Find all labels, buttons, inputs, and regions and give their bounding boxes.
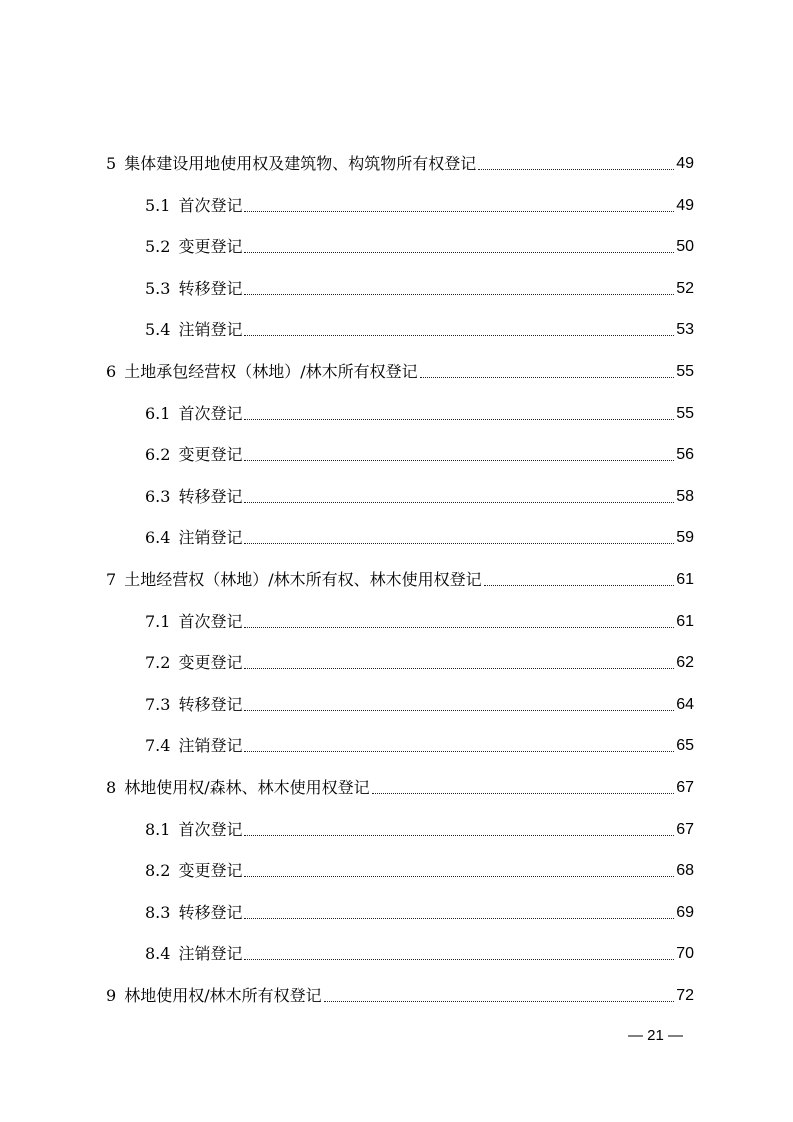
- toc-section-entry[interactable]: [145, 812, 694, 840]
- toc-entry-number: 6.2: [145, 445, 171, 465]
- toc-dot-leader: [478, 169, 674, 170]
- toc-entry-number: 5: [106, 154, 117, 173]
- toc-dot-leader: [372, 793, 675, 794]
- toc-section-entry[interactable]: [145, 229, 694, 257]
- toc-entry-number: 8.3: [145, 902, 171, 922]
- toc-entry-title: 转移登记: [178, 278, 243, 298]
- toc-entry-page: 58: [676, 487, 694, 505]
- toc-entry-number: 7: [106, 570, 117, 589]
- toc-entry-page: 56: [676, 446, 694, 464]
- toc-chapter-entry[interactable]: [106, 146, 694, 174]
- toc-section-entry[interactable]: [145, 895, 694, 923]
- toc-dot-leader: [244, 543, 674, 544]
- toc-entry-page: 52: [676, 279, 694, 297]
- toc-dot-leader: [244, 627, 674, 628]
- toc-chapter-entry[interactable]: [106, 562, 694, 590]
- toc-entry-title: 变更登记: [178, 237, 243, 257]
- toc-entry-page: 53: [676, 321, 694, 339]
- toc-dot-leader: [244, 335, 674, 336]
- toc-entry-number: 9: [106, 986, 117, 1005]
- toc-dot-leader: [244, 835, 674, 836]
- toc-entry-page: 72: [676, 987, 694, 1004]
- toc-dot-leader: [244, 211, 674, 212]
- toc-entry-page: 65: [676, 737, 694, 755]
- toc-entry-page: 55: [676, 363, 694, 380]
- toc-section-entry[interactable]: [145, 312, 694, 340]
- toc-entry-title: 注销登记: [178, 320, 243, 340]
- toc-entry-title: 林地使用权/森林、林木使用权登记: [124, 778, 370, 797]
- toc-section-entry[interactable]: [145, 479, 694, 507]
- toc-entry-page: 67: [676, 820, 694, 838]
- toc-entry-title: 首次登记: [178, 611, 243, 631]
- toc-section-entry[interactable]: [145, 396, 694, 424]
- toc-entry-page: 55: [676, 404, 694, 422]
- toc-entry-number: 5.4: [145, 320, 171, 340]
- toc-section-entry[interactable]: [145, 687, 694, 715]
- toc-entry-title: 土地承包经营权（林地）/林木所有权登记: [124, 362, 418, 381]
- page-number: — 21 —: [628, 1027, 684, 1044]
- toc-entry-title: 转移登记: [178, 486, 243, 506]
- toc-dot-leader: [244, 294, 674, 295]
- toc-entry-number: 7.3: [145, 694, 171, 714]
- toc-section-entry[interactable]: [145, 645, 694, 673]
- toc-entry-title: 转移登记: [178, 694, 243, 714]
- toc-entry-title: 注销登记: [178, 736, 243, 756]
- toc-dot-leader: [244, 460, 674, 461]
- toc-entry-page: 50: [676, 238, 694, 256]
- toc-section-entry[interactable]: [145, 271, 694, 299]
- toc-entry-number: 7.2: [145, 653, 171, 673]
- toc-entry-page: 70: [676, 945, 694, 963]
- toc-section-entry[interactable]: [145, 520, 694, 548]
- toc-dot-leader: [244, 959, 674, 960]
- toc-entry-number: 7.4: [145, 736, 171, 756]
- toc-chapter-entry[interactable]: [106, 770, 694, 798]
- toc-entry-title: 首次登记: [178, 403, 243, 423]
- toc-section-entry[interactable]: [145, 853, 694, 881]
- toc-entry-number: 8: [106, 778, 117, 797]
- toc-entry-title: 土地经营权（林地）/林木所有权、林木使用权登记: [124, 570, 482, 589]
- toc-entry-title: 集体建设用地使用权及建筑物、构筑物所有权登记: [124, 154, 477, 173]
- toc-entry-number: 5.3: [145, 278, 171, 298]
- toc-entry-page: 61: [676, 612, 694, 630]
- toc-entry-number: 6: [106, 362, 117, 381]
- toc-entry-title: 转移登记: [178, 902, 243, 922]
- toc-entry-title: 注销登记: [178, 944, 243, 964]
- toc-entry-number: 6.1: [145, 403, 171, 423]
- toc-dot-leader: [420, 377, 675, 378]
- toc-chapter-entry[interactable]: [106, 354, 694, 382]
- toc-dot-leader: [324, 1001, 675, 1002]
- toc-entry-page: 49: [676, 196, 694, 214]
- toc-entry-number: 8.2: [145, 861, 171, 881]
- toc-entry-title: 首次登记: [178, 195, 243, 215]
- toc-section-entry[interactable]: [145, 728, 694, 756]
- toc-entry-page: 49: [676, 155, 694, 172]
- toc-entry-number: 6.3: [145, 486, 171, 506]
- toc-entry-number: 8.4: [145, 944, 171, 964]
- toc-section-entry[interactable]: [145, 188, 694, 216]
- toc-entry-page: 67: [676, 779, 694, 796]
- toc-section-entry[interactable]: [145, 936, 694, 964]
- toc-entry-title: 林地使用权/林木所有权登记: [124, 986, 322, 1005]
- toc-entry-title: 首次登记: [178, 819, 243, 839]
- toc-entry-page: 64: [676, 695, 694, 713]
- toc-dot-leader: [244, 710, 674, 711]
- toc-entry-page: 59: [676, 529, 694, 547]
- toc-dot-leader: [244, 668, 674, 669]
- toc-chapter-entry[interactable]: [106, 978, 694, 1006]
- toc-entry-page: 69: [676, 903, 694, 921]
- toc-entry-number: 5.2: [145, 237, 171, 257]
- toc-entry-number: 5.1: [145, 195, 171, 215]
- toc-entry-title: 变更登记: [178, 445, 243, 465]
- toc-dot-leader: [484, 585, 675, 586]
- toc-entry-number: 8.1: [145, 819, 171, 839]
- toc-dot-leader: [244, 876, 674, 877]
- toc-section-entry[interactable]: [145, 604, 694, 632]
- toc-dot-leader: [244, 918, 674, 919]
- toc-dot-leader: [244, 502, 674, 503]
- toc-entry-number: 7.1: [145, 611, 171, 631]
- toc-entry-page: 68: [676, 862, 694, 880]
- toc-entry-page: 62: [676, 654, 694, 672]
- toc-entry-number: 6.4: [145, 528, 171, 548]
- toc-entry-title: 变更登记: [178, 861, 243, 881]
- toc-section-entry[interactable]: [145, 437, 694, 465]
- toc-entry-title: 注销登记: [178, 528, 243, 548]
- toc-dot-leader: [244, 419, 674, 420]
- toc-dot-leader: [244, 751, 674, 752]
- toc-entry-title: 变更登记: [178, 653, 243, 673]
- toc-dot-leader: [244, 252, 674, 253]
- toc-entry-page: 61: [676, 571, 694, 588]
